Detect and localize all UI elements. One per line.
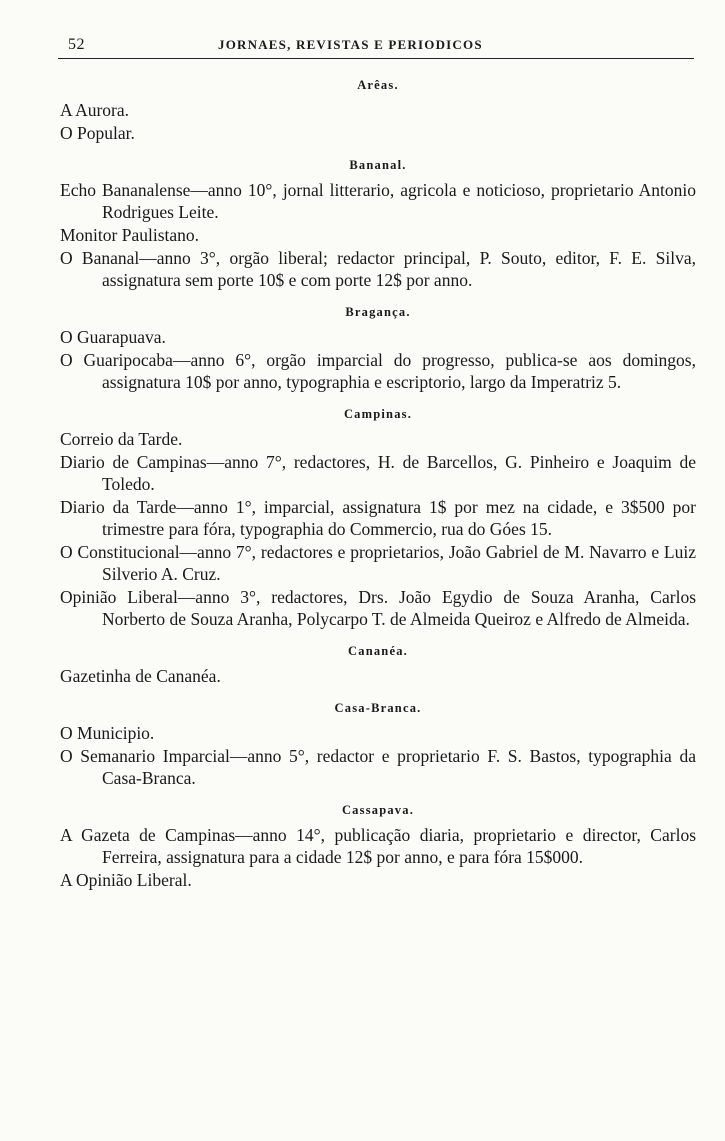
running-title: JORNAES, REVISTAS E PERIODICOS xyxy=(218,37,483,52)
newspaper-entry: O Bananal—anno 3°, orgão liberal; redactor principal, P. Souto, editor, F. E. Silva, assignatura sem porte 10$ e com porte 12$ por anno. xyxy=(60,248,696,290)
page-number: 52 xyxy=(68,36,85,53)
newspaper-entry: Gazetinha de Cananéa. xyxy=(60,666,221,686)
newspaper-entry: O Guarapuava. xyxy=(60,327,166,347)
newspaper-entry: Diario de Campinas—anno 7°, redactores, H. de Barcellos, G. Pinheiro e Joaquim de Toledo. xyxy=(60,452,696,494)
directory-listing xyxy=(60,76,696,892)
city-heading: Bragança. xyxy=(345,305,411,319)
newspaper-entry: O Guaripocaba—anno 6°, orgão imparcial do progresso, publica-se aos domingos, assignatura 10$ por anno, typographia e escriptorio, largo da Imperatriz 5. xyxy=(60,350,696,392)
city-heading: Casa-Branca. xyxy=(334,701,422,715)
newspaper-entry: Monitor Paulistano. xyxy=(60,225,200,245)
newspaper-entry: O Municipio. xyxy=(60,723,155,743)
newspaper-entry: Correio da Tarde. xyxy=(60,429,183,449)
newspaper-entry: Echo Bananalense—anno 10°, jornal litterario, agricola e noticioso, proprietario Antonio Rodrigues Leite. xyxy=(60,180,696,222)
newspaper-entry: O Popular. xyxy=(60,123,135,143)
newspaper-entry: O Semanario Imparcial—anno 5°, redactor e proprietario F. S. Bastos, typographia da Casa-Branca. xyxy=(60,746,696,788)
city-heading: Bananal. xyxy=(349,158,407,172)
page-header xyxy=(58,34,694,59)
city-heading: Campinas. xyxy=(343,407,413,421)
city-heading: Cananéa. xyxy=(348,644,408,658)
newspaper-entry: A Opinião Liberal. xyxy=(60,870,192,890)
newspaper-entry: A Gazeta de Campinas—anno 14°, publicação diaria, proprietario e director, Carlos Ferreira, assignatura para a cidade 12$ por anno, e para fóra 15$000. xyxy=(60,825,696,867)
city-heading: Cassapava. xyxy=(341,803,415,817)
newspaper-entry: Opinião Liberal—anno 3°, redactores, Drs. João Egydio de Souza Aranha, Carlos Norberto de Souza Aranha, Polycarpo T. de Almeida Queiroz e Alfredo de Almeida. xyxy=(60,587,696,629)
newspaper-entry: Diario da Tarde—anno 1°, imparcial, assignatura 1$ por mez na cidade, e 3$500 por trimestre para fóra, typographia do Commercio, rua do Góes 15. xyxy=(60,497,696,539)
newspaper-entry: A Aurora. xyxy=(60,100,130,120)
newspaper-entry: O Constitucional—anno 7°, redactores e proprietarios, João Gabriel de M. Navarro e Luiz Silverio A. Cruz. xyxy=(60,542,696,584)
city-heading: Arêas. xyxy=(357,78,399,92)
